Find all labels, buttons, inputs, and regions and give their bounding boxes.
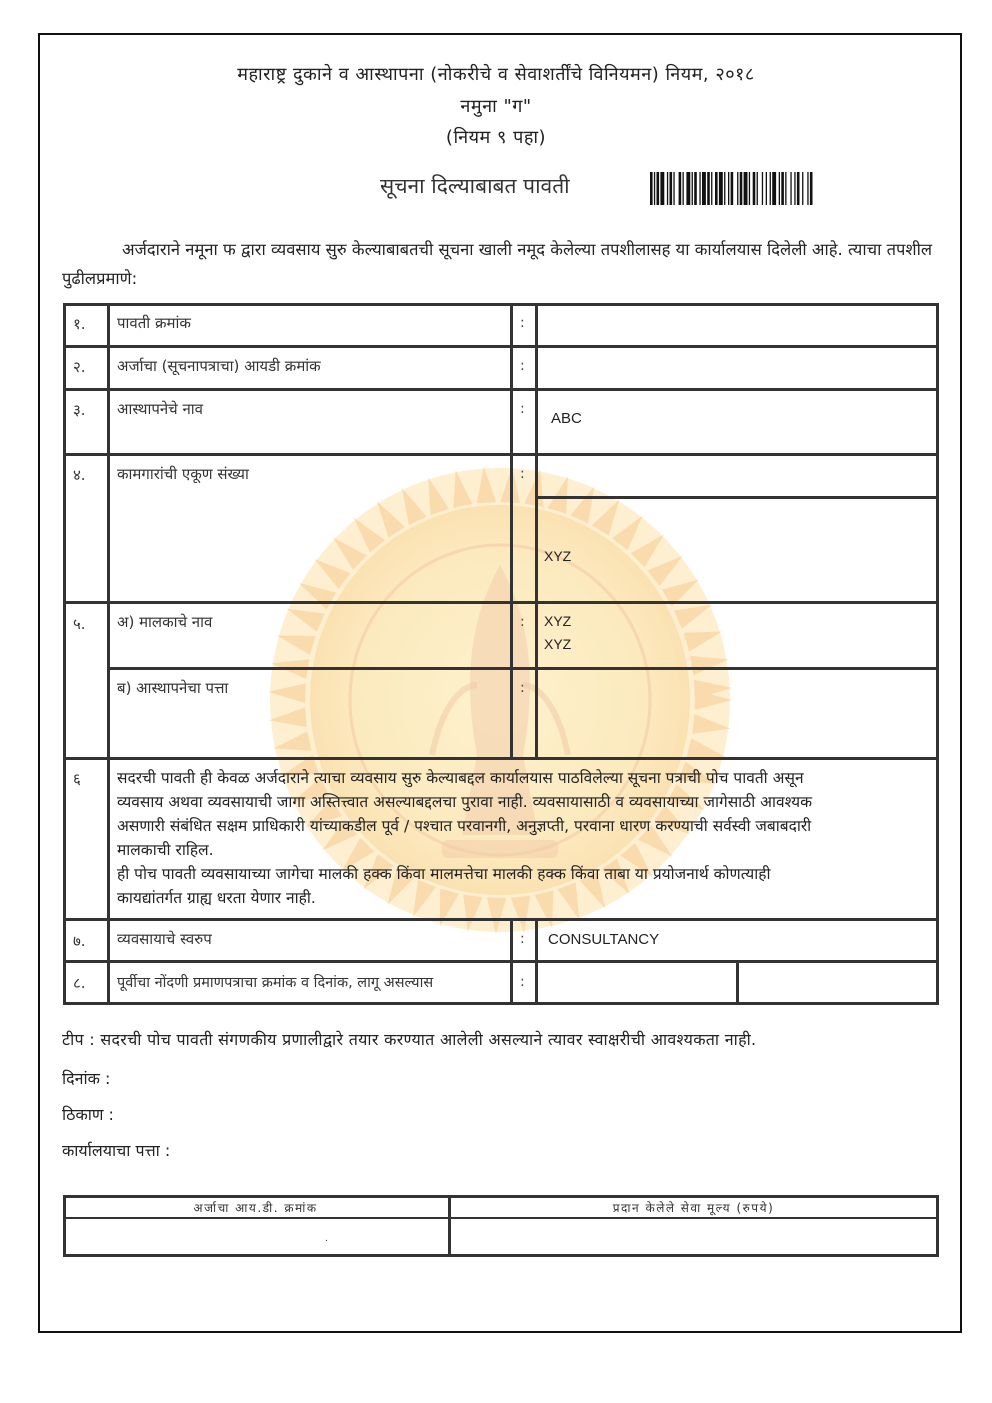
row-number: ५. <box>73 615 86 633</box>
barcode-bar <box>699 172 700 205</box>
office-address-label: कार्यालयाचा पत्ता : <box>62 1141 171 1160</box>
separator: : <box>520 931 525 947</box>
barcode-bar <box>753 172 756 205</box>
application-id-header: अर्जाचा आय.डी. क्रमांक <box>193 1201 318 1215</box>
barcode-bar <box>744 172 748 205</box>
barcode-bar <box>702 172 706 205</box>
barcode-bar <box>719 172 723 205</box>
business-nature-value: CONSULTANCY <box>548 931 660 948</box>
barcode-bar <box>737 172 738 205</box>
application-id-value: . <box>325 1233 328 1244</box>
worker-count-detail-value: XYZ <box>544 548 572 564</box>
barcode-bar <box>670 172 673 205</box>
separator: : <box>520 466 525 482</box>
barcode-bar <box>724 172 725 205</box>
owner-name-value-2: XYZ <box>544 636 572 652</box>
date-label: दिनांक : <box>62 1069 111 1088</box>
barcode-bar <box>683 172 684 205</box>
row-number: ४. <box>73 466 86 484</box>
service-fee-header: प्रदान केलेले सेवा मूल्य (रुपये) <box>612 1201 775 1215</box>
row-number: ३. <box>73 401 86 419</box>
row-number: ६ <box>73 770 81 788</box>
barcode-bar <box>797 172 800 205</box>
row-label: आस्थापनेचे नाव <box>117 400 204 418</box>
barcode-bar <box>679 172 682 205</box>
separator: : <box>520 974 525 990</box>
barcode-bar <box>785 172 786 205</box>
disclaimer-line: असणारी संबंधित सक्षम प्राधिकारी यांच्याकडील पूर्व / पश्चात परवानगी, अनुज्ञप्ती, परवाना धारण करण्याची सर्वस्वी जबाबदारी <box>117 817 812 835</box>
barcode-bar <box>694 172 697 205</box>
barcode-bar <box>686 172 690 205</box>
row-number: २. <box>73 358 86 376</box>
disclaimer-line: सदरची पावती ही केवळ अर्जदाराने त्याचा व्यवसाय सुरु केल्याबद्दल कार्यालयास पाठविलेल्या सूचना पत्राची पोच पावती असून <box>117 769 804 787</box>
disclaimer-line: व्यवसाय अथवा व्यवसायाची जागा अस्तित्त्वात असल्याबद्दलचा पुरावा नाही. व्यवसायासाठी व व्यवसायाच्या जागेसाठी आवश्यक <box>117 793 813 811</box>
intro-paragraph: अर्जदाराने नमूना फ द्वारा व्यवसाय सुरु केल्याबाबतची सूचना खाली नमूद केलेल्या तपशीलासह या कार्यालयास दिलेली आहे. त्याचा तपशील पुढीलप्रमाणे: <box>62 240 933 288</box>
barcode-bar <box>790 172 791 205</box>
disclaimer-note <box>117 766 932 910</box>
barcode-bar <box>762 172 763 205</box>
row-label: अर्जाचा (सूचनापत्राचा) आयडी क्रमांक <box>117 357 321 375</box>
owner-name-value: XYZ <box>544 613 572 629</box>
barcode-bar <box>794 172 795 205</box>
separator: : <box>520 614 525 630</box>
barcode-bar <box>728 172 729 205</box>
barcode-bar <box>781 172 784 205</box>
row-label: कामगारांची एकूण संख्या <box>117 465 249 483</box>
barcode-bar <box>731 172 734 205</box>
row-label: ब) आस्थापनेचा पत्ता <box>117 679 229 697</box>
row-number: ८. <box>73 974 86 992</box>
barcode-bar <box>650 172 653 205</box>
barcode-bar <box>772 172 776 205</box>
barcode-bar <box>810 172 813 205</box>
row-label: पावती क्रमांक <box>117 314 191 332</box>
establishment-name-value: ABC <box>551 410 582 427</box>
rule-heading: महाराष्ट्र दुकाने व आस्थापना (नोकरीचे व सेवाशर्तींचे विनियमन) नियम, २०१८ <box>237 64 755 85</box>
barcode-bar <box>692 172 693 205</box>
barcode-bar <box>657 172 660 205</box>
separator: : <box>520 401 525 417</box>
form-name: नमुना "ग" <box>460 96 532 117</box>
row-label: व्यवसायाचे स्वरुप <box>117 930 212 948</box>
barcode-bar <box>740 172 743 205</box>
barcode-bar <box>802 172 803 205</box>
barcode-bar <box>654 172 655 205</box>
barcode-bar <box>770 172 771 205</box>
disclaimer-line: मालकाची राहिल. <box>117 841 214 859</box>
details-table <box>63 303 939 1005</box>
barcode-bar <box>707 172 710 205</box>
document-title: सूचना दिल्याबाबत पावती <box>380 174 570 198</box>
fee-table <box>63 1195 939 1257</box>
barcode-bar <box>757 172 758 205</box>
footer-tip: टीप : सदरची पोच पावती संगणकीय प्रणालीद्वारे तयार करण्यात आलेली असल्याने त्यावर स्वाक्षरीची आवश्यकता नाही. <box>62 1030 757 1049</box>
barcode-bar <box>749 172 750 205</box>
barcode-bar <box>715 172 718 205</box>
separator: : <box>520 358 525 374</box>
barcode-bar <box>660 172 664 205</box>
separator: : <box>520 315 525 331</box>
barcode-bar <box>667 172 668 205</box>
barcode-bar <box>673 172 674 205</box>
row-label: पूर्वीचा नोंदणी प्रमाणपत्राचा क्रमांक व दिनांक, लागू असल्यास <box>117 975 434 991</box>
barcode-bar <box>807 172 808 205</box>
row-label: अ) मालकाचे नाव <box>117 613 213 631</box>
separator: : <box>520 680 525 696</box>
barcode-bar <box>779 172 780 205</box>
disclaimer-line: ही पोच पावती व्यवसायाच्या जागेचा मालकी हक्क किंवा मालमत्तेचा मालकी हक्क किंवा ताबा या प्रयोजनार्थ कोणत्याही <box>117 865 771 883</box>
disclaimer-line: कायद्यांतर्गत ग्राह्य धरता येणार नाही. <box>117 889 316 907</box>
barcode-bar <box>711 172 712 205</box>
barcode-bar <box>766 172 767 205</box>
barcode-icon <box>650 172 938 205</box>
row-number: १. <box>73 315 86 333</box>
rule-reference: (नियम ९ पहा) <box>445 127 547 148</box>
row-number: ७. <box>73 932 86 950</box>
place-label: ठिकाण : <box>62 1105 114 1124</box>
